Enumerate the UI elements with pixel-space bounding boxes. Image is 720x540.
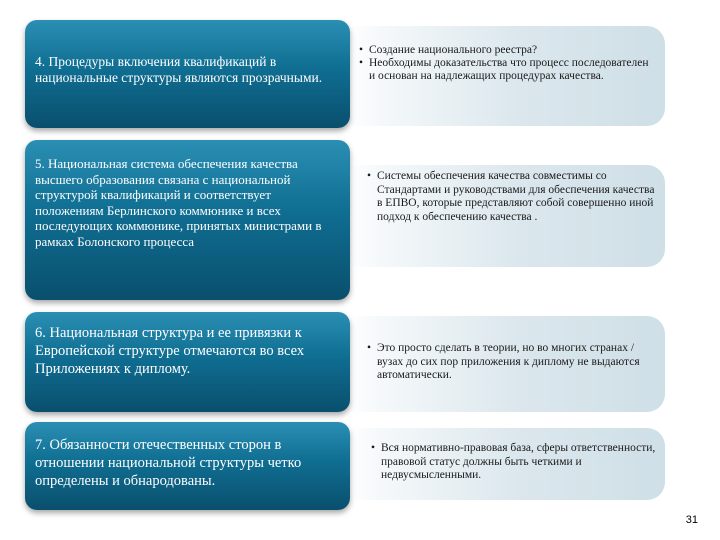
criterion-box-7 [25,422,350,510]
comment-2-bullet-1: • Системы обеспечения качества совместимы со Стандартами и руководствами для обеспечения качества в ЕПВО, которые представляют собой совершенно иной подход к обеспечению качества . [367,170,655,223]
bullet-icon: • [371,442,376,454]
criterion-7-text: 7. Обязанности отечественных сторон в отношении национальной структуры четко определены и обнародованы. [35,437,302,489]
comment-4-bullet-1: • Вся нормативно-правовая база, сферы ответственности, правовой статус должны быть четкими и недвусмысленными. [371,442,656,481]
page-number: 31 [685,514,698,526]
criterion-5-text: 5. Национальная система обеспечения качества высшего образования связана с национальной структурой квалификаций и соответствует положениям Берлинского коммюнике и всех последующих коммюнике, принятых министрами в рамках Болонского процесса [35,156,322,249]
criterion-box-5 [25,140,350,300]
bullet-icon: • [359,57,364,69]
comment-box-2 [345,165,665,267]
comment-1-bullet-2: • Необходимы доказательства что процесс последователен и основан на надлежащих процедурах качества. [359,57,649,82]
bullet-icon: • [367,342,372,354]
comment-3-bullet-1: • Это просто сделать в теории, но во многих странах /вузах до сих пор приложения к диплому не выдаются автоматически. [367,342,640,381]
criterion-4-text: 4. Процедуры включения квалификаций в национальные структуры являются прозрачными. [35,54,323,85]
criterion-6-text: 6. Национальная структура и ее привязки к Европейской структуре отмечаются во всех Приложениях к диплому. [35,325,305,377]
bullet-icon: • [367,170,372,182]
criterion-box-6 [25,312,350,412]
comment-box-1 [345,26,665,126]
comment-box-3 [345,316,665,412]
bullet-icon: • [359,44,364,56]
comment-1-bullet-1: • Создание национального реестра? [359,44,538,56]
comment-box-4 [345,428,665,500]
criterion-box-4 [25,20,350,128]
